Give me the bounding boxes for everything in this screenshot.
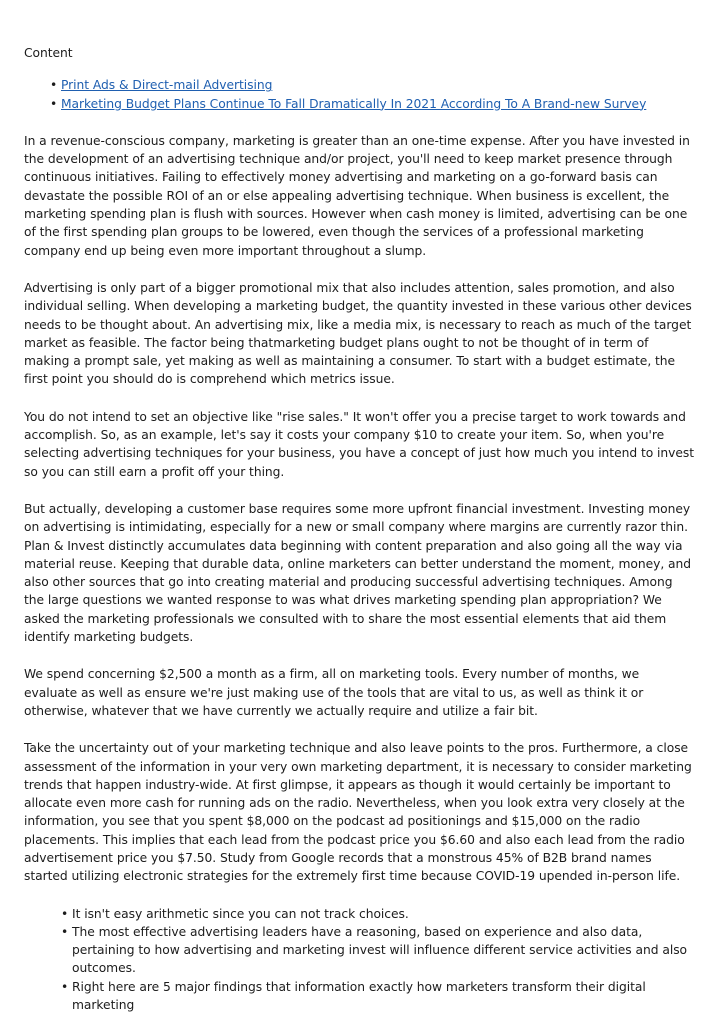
list-item: • Right here are 5 major findings that information exactly how marketers transform their digital marketing — [72, 978, 696, 1015]
list-item: • The most effective advertising leaders have a reasoning, based on experience and also data, pertaining to how advertising and marketing invest will influence different service activities and also outcomes. — [72, 923, 696, 978]
table-of-contents — [24, 76, 696, 113]
paragraph: You do not intend to set an objective like "rise sales." It won't offer you a precise target to work towards and accomplish. So, as an example, let's say it costs your company $10 to create your item. So, when you're selecting advertising techniques for your business, you have a concept of just how much you intend to invest so you can still earn a profit off your thing. — [24, 409, 695, 479]
paragraph: In a revenue-conscious company, marketing is greater than an one-time expense. After you have invested in the development of an advertising technique and/or project, you'll need to keep market presence through continuous initiatives. Failing to effectively money advertising and marketing on a go-forward basis can devastate the possible ROI of an or else appealing advertising technique. When business is excellent, the marketing spending plan is flush with sources. However when cash money is limited, advertising can be one of the first spending plan groups to be lowered, even though the services of a professional marketing company end up being even more important throughout a slump. — [24, 133, 690, 258]
toc-item — [61, 95, 696, 113]
toc-link-print-ads[interactable]: Print Ads & Direct-mail Advertising — [61, 78, 273, 93]
contents-heading: Content — [24, 46, 73, 60]
paragraph: Take the uncertainty out of your marketing technique and also leave points to the pros. Furthermore, a close assessment of the information in your very own marketing department, it is necessary to consider marketing trends that happen industry-wide. At first glimpse, it appears as though it would certainly be important to allocate even more cash for running ads on the radio. Nevertheless, when you look extra very closely at the information, you see that you spent $8,000 on the podcast ad positionings and $15,000 on the radio placements. This implies that each lead from the podcast price you $6.60 and also each lead from the radio advertisement price you $7.50. Study from Google records that a monstrous 45% of B2B brand names started utilizing electronic strategies for the extremely first time because COVID-19 upended in-person life. — [24, 741, 692, 884]
toc-link-marketing-budget[interactable]: Marketing Budget Plans Continue To Fall Dramatically In 2021 According To A Brand-new Survey — [61, 96, 647, 111]
paragraph: But actually, developing a customer base requires some more upfront financial investment. Investing money on advertising is intimidating, especially for a new or small company where margins are currently razor thin. Plan & Invest distinctly accumulates data beginning with content preparation and also going all the way via material reuse. Keeping that durable data, online marketers can better understand the moment, money, and also other sources that go into creating material and producing successful advertising techniques. Among the large questions we wanted response to was what drives marketing spending plan appropriation? We asked the marketing professionals we consulted with to share the most essential elements that aid them identify marketing budgets. — [24, 501, 692, 645]
article — [24, 44, 696, 1014]
toc-item — [61, 76, 696, 94]
paragraph: Advertising is only part of a bigger promotional mix that also includes attention, sales promotion, and also individual selling. When developing a marketing budget, the quantity invested in these various other devices needs to be thought about. An advertising mix, like a media mix, is necessary to reach as much of the target market as feasible. The factor being thatmarketing budget plans ought to not be thought of in term of making a prompt sale, yet making as well as maintaining a consumer. To start with a budget estimate, the first point you should do is comprehend which metrics issue. — [24, 280, 692, 387]
bullet-list — [24, 905, 696, 1015]
list-item: • It isn't easy arithmetic since you can not track choices. — [72, 905, 696, 923]
paragraph: We spend concerning $2,500 a month as a firm, all on marketing tools. Every number of months, we evaluate as well as ensure we're just making use of the tools that are vital to us, as well as think it or otherwise, whatever that we have currently we actually require and utilize a fair bit. — [24, 667, 644, 718]
